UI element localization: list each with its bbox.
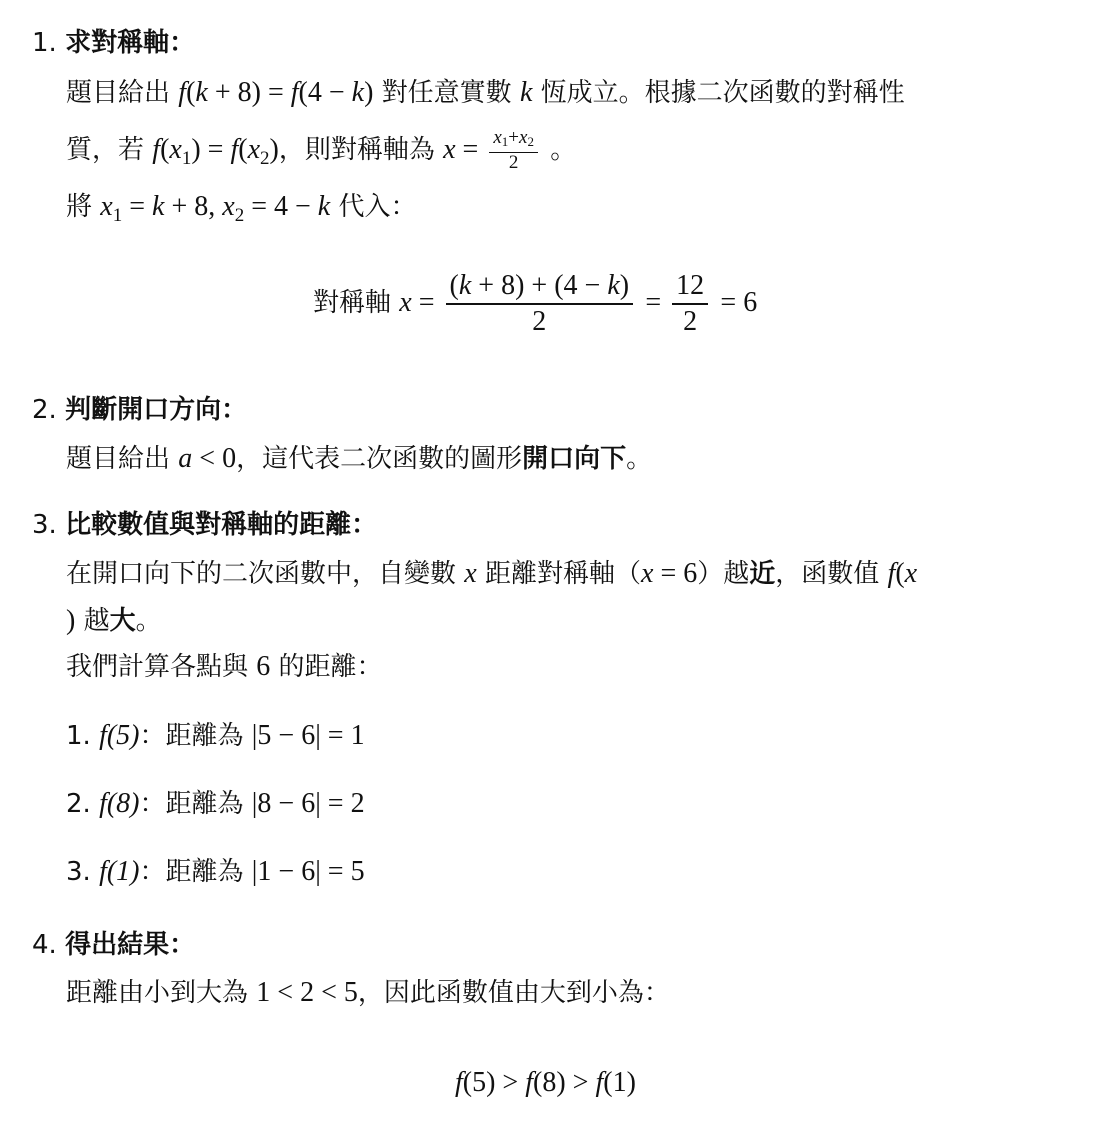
final-result-equation: f(5) > f(8) > f(1)	[455, 1067, 636, 1098]
section-4-paragraph: 距離由小到大為 1 < 2 < 5，因此函數值由大到小為：	[66, 977, 670, 1008]
section-1-paragraph-line-1: 題目給出 f(k + 8) = f(4 − k) 對任意實數 k 恆成立。根據二次函數的對稱性	[66, 77, 905, 108]
section-1-paragraph-line-3: 將 $x_1 = k + 8$, $x_2 = 4 - k$ 代入：	[66, 191, 417, 226]
math-k: k	[519, 77, 533, 108]
section-3-paragraph-line-3: 我們計算各點與 6 的距離：	[66, 651, 383, 682]
list-item: 3. f(1)：距離為 |1 − 6| = 5	[66, 856, 365, 887]
section-number: 1.	[32, 28, 57, 58]
list-item: 2. f(8)：距離為 |8 − 6| = 2	[66, 788, 365, 819]
section-2-paragraph: 題目給出 a < 0，這代表二次函數的圖形開口向下。	[66, 443, 653, 474]
list-item: 1. f(5)：距離為 |5 − 6| = 1	[66, 720, 365, 751]
section-3-paragraph-line-1: 在開口向下的二次函數中，自變數 x 距離對稱軸（x = 6）越近，函數值 f(x	[66, 558, 918, 589]
section-1-display-equation: 對稱軸 x = $\frac{(k + 8) + (4 - k)}{2}$ = $\frac{12}{2}$ = 6	[313, 269, 758, 337]
section-1-heading	[32, 26, 195, 60]
section-title: 求對稱軸：	[65, 28, 196, 58]
fraction-12-over-2: $\frac{12}{2}$	[672, 269, 708, 339]
section-4-heading: 4. 得出結果：	[32, 930, 196, 960]
section-3-paragraph-line-2: ) 越大。	[66, 605, 162, 636]
math-f-k-plus-8: f	[178, 77, 187, 108]
section-3-heading: 3. 比較數值與對稱軸的距離：	[32, 510, 378, 540]
section-2-heading: 2. 判斷開口方向：	[32, 395, 248, 425]
math-f-x1-eq-f-x2: f	[152, 134, 161, 165]
section-1-paragraph-line-2: 質，若 $f(x_1) = f(x_2)$，則對稱軸為 x = $\frac{x1+x2}{2}$ 。	[66, 127, 577, 173]
fraction-axis-calc: $\frac{(k + 8) + (4 - k)}{2}$	[446, 269, 634, 339]
fraction-axis-formula: $\frac{x1+x2}{2}$	[489, 128, 538, 173]
